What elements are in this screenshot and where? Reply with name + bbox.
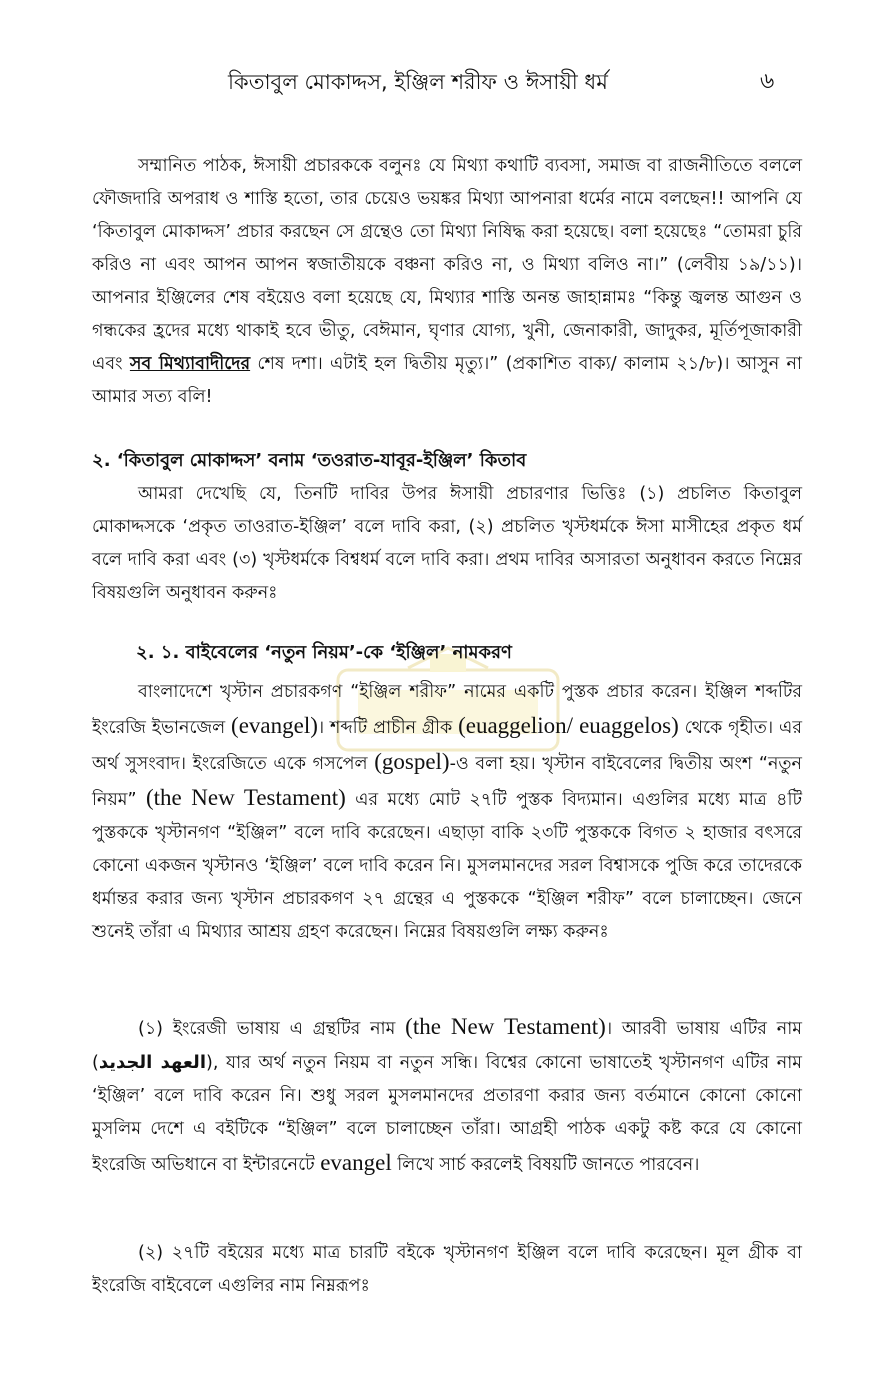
paragraph-text: ), যার অর্থ নতুন নিয়ম বা নতুন সন্ধি। বিশ্বের কোনো ভাষাতেই খৃস্টানগণ এটির নাম ‘ইঞ্জিল’ বলে দাবি করেন নি। শুধু সরল মুসলমানদের প্রতারণা করার জন্য বর্তমানে কোনো কোনো মুসলিম দেশে এ বইটিকে “ইঞ্জিল” বলে চালাচ্ছেন তাঁরা। আগ্রহী পাঠক একটু কষ্ট করে যে কোনো ইংরেজি অভিধানে বা ইন্টারনেটে: [92, 1053, 803, 1175]
underlined-phrase: সব মিথ্যাবাদীদের: [129, 354, 251, 374]
paragraph-text: (২) ২৭টি বইয়ের মধ্যে মাত্র চারটি বইকে খৃস্টানগণ ইঞ্জিল বলে দাবি করেছেন। মূল গ্রীক বা ইংরেজি বাইবেলে এগুলির নাম নিম্নরূপঃ: [92, 1243, 802, 1296]
paragraph-text: । শব্দটি প্রাচীন গ্রীক: [317, 718, 459, 738]
paragraph-text: -ও বলা হয়। খৃস্টান বাইবেলের দ্বিতীয় অংশ “নতুন নিয়ম”: [92, 754, 802, 810]
paragraph-text: আমরা দেখেছি যে, তিনটি দাবির উপর ঈসায়ী প্রচারণার ভিত্তিঃ (১) প্রচলিত কিতাবুল মোকাদ্দসকে ‘প্রকৃত তাওরাত-ইঞ্জিল’ বলে দাবি করা, (২) প্রচলিত খৃস্টধর্মকে ঈসা মাসীহের প্রকৃত ধর্ম বলে দাবি করা এবং (৩) খৃস্টধর্মকে বিশ্বধর্ম বলে দাবি করা। প্রথম দাবির অসারতা অনুধাবন করতে নিম্নের বিষয়গুলি অনুধাবন করুনঃ: [92, 484, 802, 603]
latin-term: (euaggelion/ euaggelos): [458, 713, 679, 738]
paragraph-text: থেকে গৃহীত। এর অর্থ সুসংবাদ। ইংরেজিতে একে গসপেল: [92, 718, 802, 774]
paragraph-point-1: [92, 1010, 802, 1182]
latin-term: (the New Testament): [405, 1014, 606, 1039]
latin-term: (the New Testament): [145, 785, 346, 810]
latin-term: (gospel): [374, 749, 450, 774]
paragraph-text: লিখে সার্চ করলেই বিষয়টি জানতে পারবেন।: [391, 1155, 700, 1175]
latin-term: evangel: [320, 1150, 392, 1175]
header-title: কিতাবুল মোকাদ্দস, ইঞ্জিল শরীফ ও ঈসায়ী ধর্ম: [228, 70, 608, 94]
latin-term: (evangel): [231, 713, 318, 738]
running-header: [0, 62, 870, 102]
arabic-term: العهد الجديد: [98, 1052, 206, 1073]
paragraph-section-2: [92, 478, 802, 610]
paragraph-text: বাংলাদেশে খৃস্টান প্রচারকগণ “ইঞ্জিল শরীফ” নামের একটি পুস্তক প্রচার করেন। ইঞ্জিল শব্দটির ইংরেজি ইভানজেল: [92, 682, 802, 738]
page-number: ৬: [760, 69, 775, 94]
paragraph-text: । আরবী ভাষায় এটির নাম (: [92, 1019, 802, 1073]
section-heading-2: ২. ‘কিতাবুল মোকাদ্দস’ বনাম ‘তওরাত-যাবূর-ইঞ্জিল’ কিতাব: [92, 450, 527, 471]
paragraph-text: সম্মানিত পাঠক, ঈসায়ী প্রচারককে বলুনঃ যে মিথ্যা কথাটি ব্যবসা, সমাজ বা রাজনীতিতে বললে ফৌজদারি অপরাধ ও শাস্তি হতো, তার চেয়েও ভয়ঙ্কর মিথ্যা আপনারা ধর্মের নামে বলছেন!! আপনি যে ‘কিতাবুল মোকাদ্দস’ প্রচার করছেন সে গ্রন্থেও তো মিথ্যা নিষিদ্ধ করা হয়েছে। বলা হয়েছেঃ “তোমরা চুরি করিও না এবং আপন আপন স্বজাতীয়কে বঞ্চনা করিও না, ও মিথ্যা বলিও না।” (লেবীয় ১৯/১১)। আপনার ইঞ্জিলের শেষ বইয়েও বলা হয়েছে যে, মিথ্যার শাস্তি অনন্ত জাহান্নামঃ “কিন্তু জ্বলন্ত আগুন ও গন্ধকের হ্রদের মধ্যে থাকাই হবে ভীতু, বেঈমান, ঘৃণার যোগ্য, খুনী, জেনাকারী, জাদুকর, মূর্তিপূজাকারী এবং: [92, 156, 802, 374]
paragraph-text: শেষ দশা। এটাই হল দ্বিতীয় মৃত্যু।” (প্রকাশিত বাক্য/ কালাম ২১/৮)। আসুন না আমার সত্য বলি!: [92, 354, 802, 407]
paragraph-section-2-1: [92, 676, 802, 949]
paragraph-point-2: [92, 1237, 802, 1303]
paragraph-intro: [92, 150, 802, 414]
section-heading-2-1: ২. ১. বাইবেলের ‘নতুন নিয়ম’-কে ‘ইঞ্জিল’ নামকরণ: [136, 642, 512, 663]
paragraph-text: (১) ইংরেজী ভাষায় এ গ্রন্থটির নাম: [138, 1019, 406, 1039]
paragraph-text: এর মধ্যে মোট ২৭টি পুস্তক বিদ্যমান। এগুলির মধ্যে মাত্র ৪টি পুস্তককে খৃস্টানগণ “ইঞ্জিল” বলে দাবি করেছেন। এছাড়া বাকি ২৩টি পুস্তককে বিগত ২ হাজার বৎসরে কোনো একজন খৃস্টানও ‘ইঞ্জিল’ বলে দাবি করেন নি। মুসলমানদের সরল বিশ্বাসকে পুজি করে তাদেরকে ধর্মান্তর করার জন্য খৃস্টান প্রচারকগণ ২৭ গ্রন্থের এ পুস্তককে “ইঞ্জিল শরীফ” বলে চালাচ্ছেন। জেনে শুনেই তাঁরা এ মিথ্যার আশ্রয় গ্রহণ করেছেন। নিম্নের বিষয়গুলি লক্ষ্য করুনঃ: [92, 790, 803, 942]
